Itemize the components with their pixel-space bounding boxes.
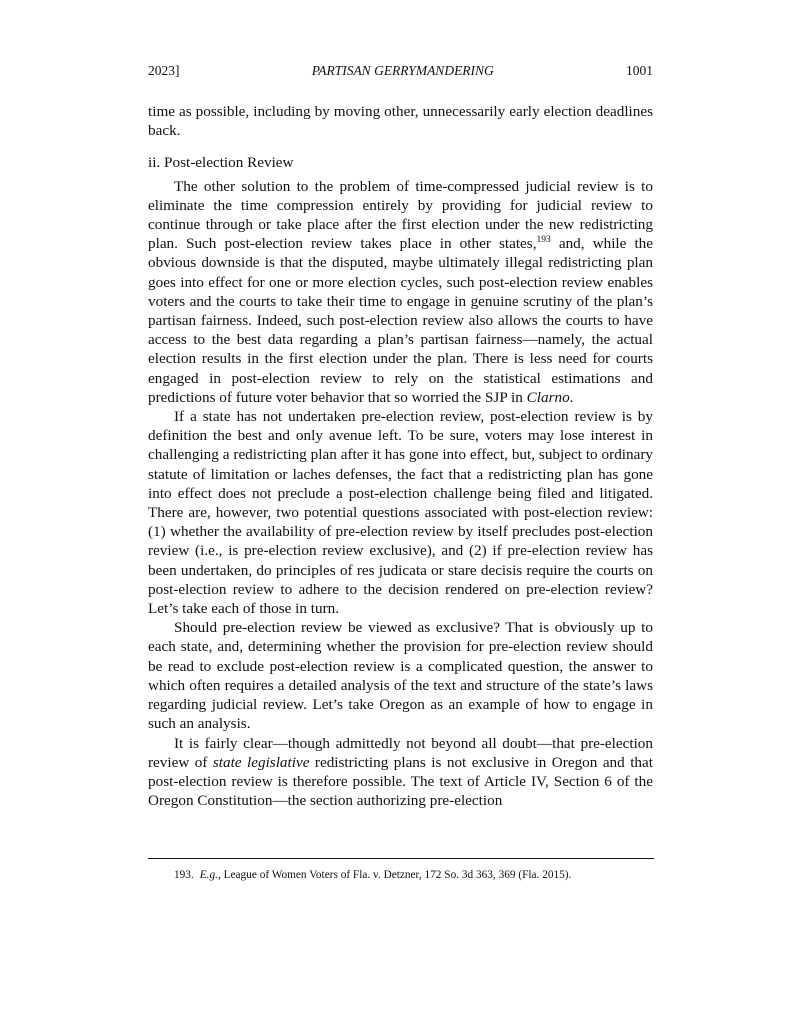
paragraph-1: The other solution to the problem of time-compressed judicial review is to eliminate the time compression entirely by providing for judicial review to continue through or take place after the first election under the new redistricting plan. Such post-election review takes place in other states,$^{193}$ and, while the obvious downside is that the disputed, maybe ultimately illegal redistricting plan goes into effect for one or more election cycles, such post-election review enables voters and the courts to take their time to engage in genuine scrutiny of the plan’s partisan fairness. Indeed, such post-election review also allows the courts to have access to the best data regarding a plan’s partisan fairness—namely, the actual election results in the first election under the plan. There is less need for courts engaged in post-election review to rely on the statistical estimations and predictions of future voter behavior that so worried the SJP in Clarno.: [148, 177, 653, 406]
footnote-number: 193.: [174, 869, 194, 881]
footnote-193: [174, 868, 654, 883]
page: [148, 62, 653, 810]
footnote-text: , League of Women Voters of Fla. v. Detzner, 172 So. 3d 363, 369 (Fla. 2015).: [217, 869, 572, 881]
emphasis: state legislative: [212, 753, 310, 771]
running-header: [148, 62, 653, 80]
footnote-marker[interactable]: 193: [536, 235, 551, 246]
paragraph-3: Should pre-election review be viewed as exclusive? That is obviously up to each state, and, determining whether the provision for pre-election review should be read to exclude post-election review is a complicated question, the answer to which often requires a detailed analysis of the text and structure of the state’s laws regarding judicial review. Let’s take Oregon as an example of how to engage in such an analysis.: [148, 619, 653, 733]
body-text: [148, 102, 653, 810]
page-number: 1001: [626, 63, 653, 78]
continuation-paragraph: time as possible, including by moving other, unnecessarily early election deadlines back.: [148, 103, 653, 140]
footnote-signal: E.g.: [199, 869, 218, 881]
paragraph-4: It is fairly clear—though admittedly not beyond all doubt—that pre-election review of state legislative redistricting plans is not exclusive in Oregon and that post-election review is therefore possible. The text of Article IV, Section 6 of the Oregon Constitution—the section authorizing pre-election: [148, 734, 653, 810]
footnote-divider: [148, 858, 654, 859]
header-title: PARTISAN GERRYMANDERING: [311, 63, 494, 78]
case-name: Clarno: [526, 388, 570, 406]
paragraph-2: If a state has not undertaken pre-election review, post-election review is by definition the best and only avenue left. To be sure, voters may lose interest in challenging a redistricting plan after it has gone into effect, but, subject to ordinary statute of limitation or laches defenses, the fact that a redistricting plan has gone into effect does not preclude a post-election challenge being filed and litigated. There are, however, two potential questions associated with post-election review: (1) whether the availability of pre-election review by itself precludes post-election review (i.e., is pre-election review exclusive), and (2) if pre-election review has been undertaken, do principles of res judicata or stare decisis require the courts on post-election review to adhere to the decision rendered on pre-election review? Let’s take each of those in turn.: [148, 408, 653, 618]
section-heading: ii. Post-election Review: [148, 154, 294, 172]
header-year: 2023]: [148, 63, 180, 78]
